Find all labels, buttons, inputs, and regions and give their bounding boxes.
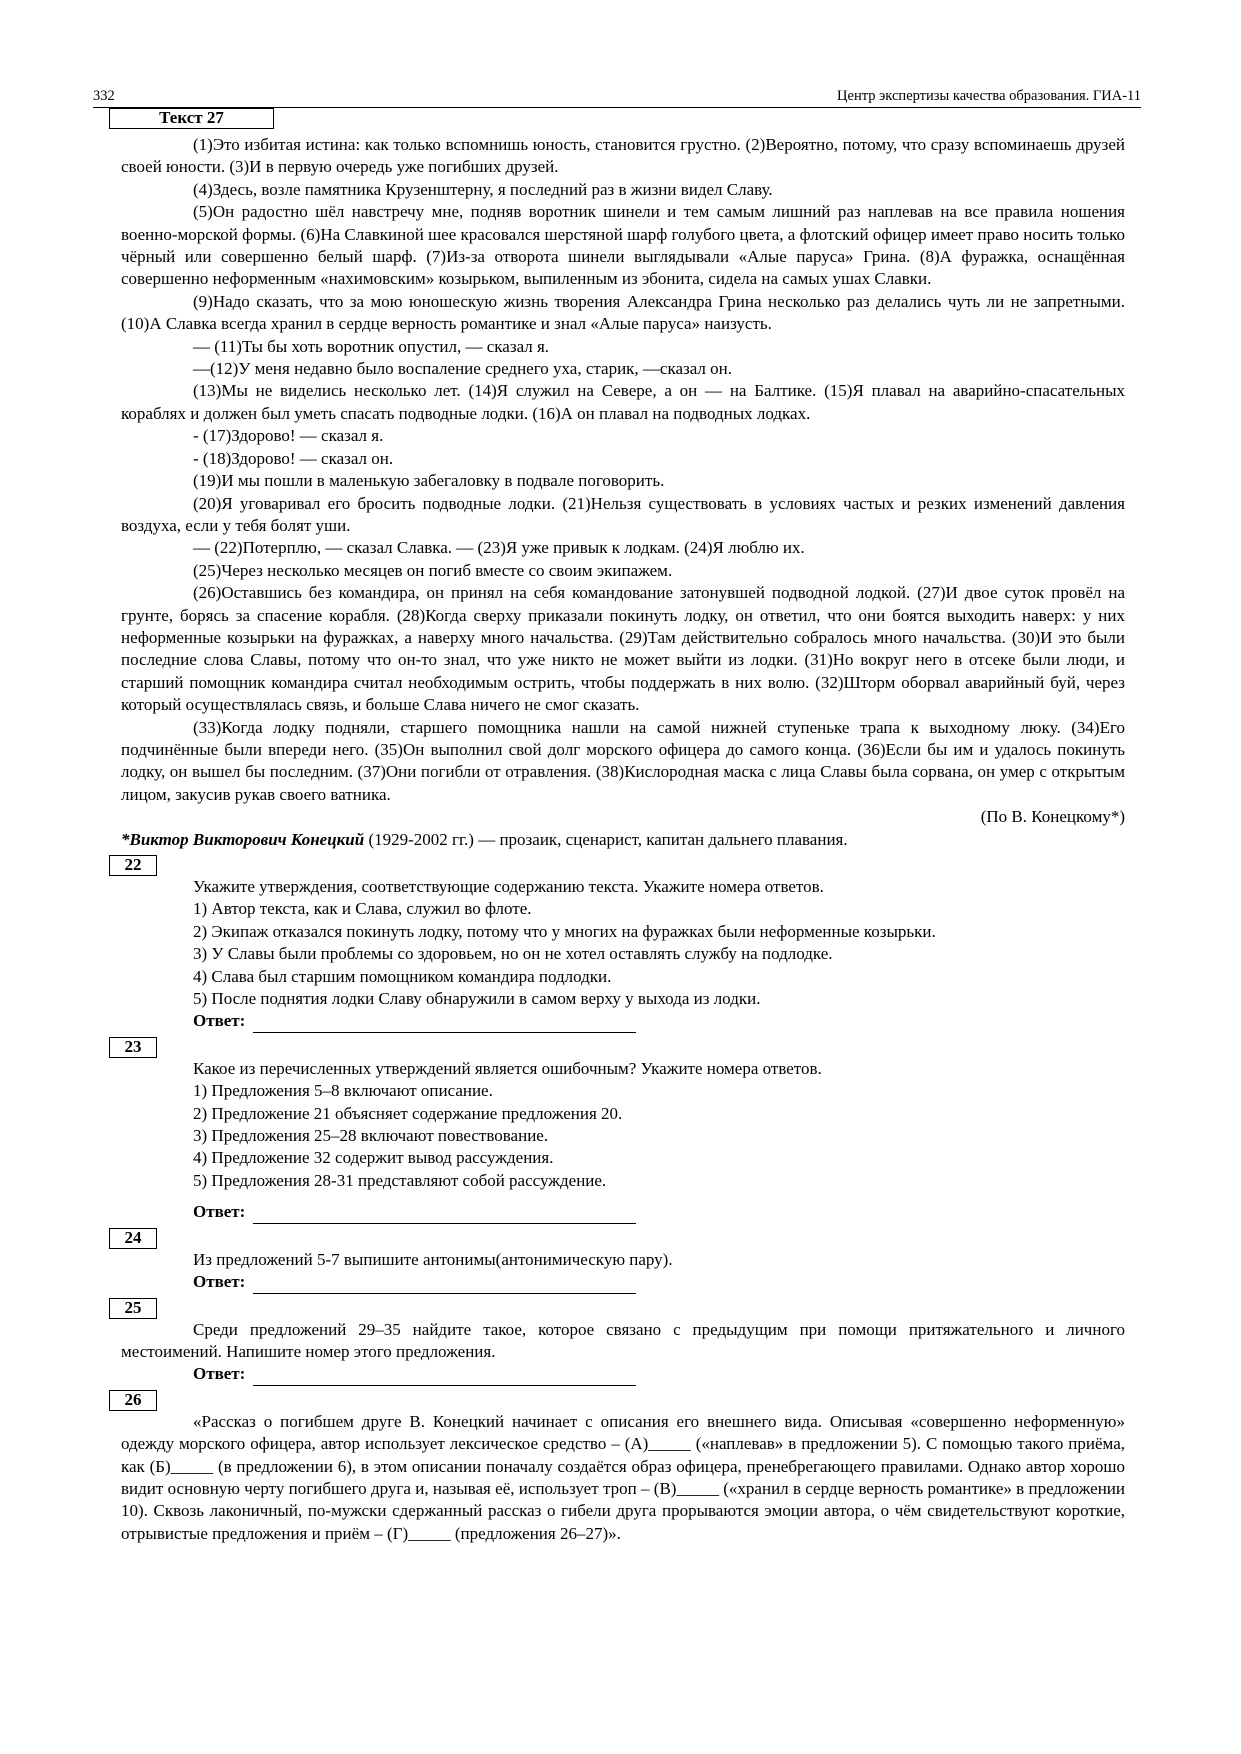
answer-row (121, 1010, 1125, 1032)
footnote-author-name: *Виктор Викторович Конецкий (121, 829, 365, 849)
footnote-text: (1929-2002 гг.) — прозаик, сценарист, капитан дальнего плавания. (364, 829, 848, 849)
task-number: 24 (124, 1227, 142, 1247)
reading-passage (121, 134, 1125, 851)
task-option: 1) Автор текста, как и Слава, служил во флоте. (193, 899, 532, 919)
task-23 (121, 1037, 1125, 1224)
task-option: 4) Слава был старшим помощником командира подлодки. (193, 966, 612, 986)
task-prompt: «Рассказ о погибшем друге В. Конецкий начинает с описания его внешнего вида. Описывая «совершенно неформенную» одежду морского офицера, автор использует лексическое средство – (А)_____ («наплевав» в предложении 5). С помощью такого приёма, как (Б)_____ (в предложении 6), в этом описании поначалу создаётся образ офицера, пренебрегающего правилами. Однако автор хорошо видит основную черту погибшего друга и, называя её, использует троп – (В)_____ («хранил в сердце верность романтике» в предложении 10). Сквозь лаконичный, по-мужски сдержанный рассказ о гибели друга прорываются эмоции автора, о чём свидетельствуют короткие, отрывистые предложения и приём – (Г)_____ (предложения 26–27)». (121, 1411, 1125, 1543)
text-title: Текст 27 (159, 108, 224, 127)
task-number: 22 (124, 855, 142, 874)
paragraph: —(12)У меня недавно было воспаление среднего уха, старик, —сказал он. (193, 359, 733, 379)
answer-line[interactable] (253, 1276, 636, 1294)
paragraph: (26)Оставшись без командира, он принял на себя командование затонувшей подводной лодкой. (27)И двое суток провёл на грунте, борясь за спасение корабля. (28)Когда сверху приказали покинуть лодку, он ответил, что они боятся выходить наверх: у них неформенные козырьки на фуражках, а наверху много начальства. (29)Там действительно собралось много начальства. (30)И это были последние слова Славы, потому что он-то знал, что уже никто не может выйти из лодки. (31)Но вокруг него в отсеке были люди, и старший помощник командира считал необходимым острить, чтобы поддержать в них волю. (32)Шторм оборвал аварийный буй, через который осуществлялась связь, и больше Слава ничего не смог сказать. (121, 583, 1125, 715)
answer-label: Ответ: (193, 1272, 246, 1292)
task-option: 3) Предложения 25–28 включают повествование. (193, 1126, 549, 1146)
task-option: 4) Предложение 32 содержит вывод рассуждения. (193, 1148, 554, 1168)
task-prompt: Из предложений 5-7 выпишите антонимы(антонимическую пару). (193, 1249, 673, 1269)
answer-line[interactable] (253, 1368, 636, 1386)
paragraph: (20)Я уговаривал его бросить подводные лодки. (21)Нельзя существовать в условиях частых и резких изменений давления воздуха, если у тебя болят уши. (121, 493, 1125, 535)
task-prompt: Укажите утверждения, соответствующие содержанию текста. Укажите номера ответов. (193, 877, 824, 896)
task-22 (121, 855, 1125, 1033)
task-number: 25 (124, 1297, 142, 1317)
answer-label: Ответ: (193, 1364, 246, 1384)
paragraph: (19)И мы пошли в маленькую забегаловку в подвале поговорить. (193, 471, 665, 491)
header-organization: Центр экспертизы качества образования. ГИА-11 (837, 88, 1141, 104)
paragraph: (13)Мы не виделись несколько лет. (14)Я служил на Севере, а он — на Балтике. (15)Я плавал на аварийно-спасательных кораблях и должен был уметь спасать подводные лодки. (16)А он плавал на подводных лодках. (121, 381, 1125, 423)
task-prompt: Среди предложений 29–35 найдите такое, которое связано с предыдущим при помощи притяжательного и личного местоимений. Напишите номер этого предложения. (121, 1319, 1125, 1361)
paragraph: (9)Надо сказать, что за мою юношескую жизнь творения Александра Грина несколько раз делались чуть ли не запретными. (10)А Славка всегда хранил в сердце верность романтике и знал «Алые паруса» наизусть. (121, 291, 1125, 334)
answer-row (121, 1363, 1125, 1385)
paragraph: (25)Через несколько месяцев он погиб вместе со своим экипажем. (193, 560, 673, 580)
paragraph: - (17)Здорово! — сказал я. (193, 426, 384, 446)
answer-line[interactable] (253, 1206, 636, 1224)
answer-row (121, 1271, 1125, 1293)
paragraph: (33)Когда лодку подняли, старшего помощника нашли на самой нижней ступеньке трапа к выходному люку. (34)Его подчинённые были впереди него. (35)Он выполнил свой долг морского офицера до самого конца. (36)Если бы им и удалось покинуть лодку, он вышел бы последним. (37)Они погибли от отравления. (38)Кислородная маска с лица Славы была сорвана, он умер с открытым лицом, закусив рукав своего ватника. (121, 717, 1125, 804)
author-footnote (121, 829, 1125, 851)
paragraph: (4)Здесь, возле памятника Крузенштерну, я последний раз в жизни видел Славу. (193, 179, 773, 199)
task-number: 23 (124, 1036, 142, 1056)
paragraph: — (11)Ты бы хоть воротник опустил, — сказал я. (193, 336, 550, 356)
answer-label: Ответ: (193, 1011, 246, 1031)
paragraph: (5)Он радостно шёл навстречу мне, подняв воротник шинели и тем самым лишний раз наплевав на все правила ношения военно-морской формы. (6)На Славкиной шее красовался шерстяной шарф голубого цвета, а флотский офицер имеет право носить только чёрный или совершенно белый шарф. (7)Из-за отворота шинели выглядывали «Алые паруса» Грина. (8)А фуражка, оснащённая совершенно неформенным «нахимовским» козырьком, выпиленным из эбонита, сидела на самых ушах Славки. (121, 202, 1125, 289)
paragraph: - (18)Здорово! — сказал он. (193, 448, 394, 468)
task-option: 3) У Славы были проблемы со здоровьем, но он не хотел оставлять службу на подлодке. (193, 944, 833, 964)
text-title-box (109, 108, 274, 129)
task-number: 26 (124, 1389, 142, 1409)
page-header (93, 88, 1141, 108)
answer-row (121, 1201, 1125, 1223)
task-number-box (109, 1390, 157, 1411)
task-25 (121, 1298, 1125, 1386)
paragraph: (1)Это избитая истина: как только вспомнишь юность, становится грустно. (2)Вероятно, потому, что сразу вспоминаешь друзей своей юности. (3)И в первую очередь уже погибших друзей. (121, 135, 1125, 177)
page-number: 332 (93, 88, 115, 104)
task-26 (121, 1390, 1125, 1545)
task-option: 5) Предложения 28-31 представляют собой рассуждение. (193, 1170, 607, 1190)
paragraph: — (22)Потерплю, — сказал Славка. — (23)Я уже привык к лодкам. (24)Я люблю их. (193, 538, 805, 558)
task-number-box (109, 1037, 157, 1058)
task-prompt: Какое из перечисленных утверждений является ошибочным? Укажите номера ответов. (193, 1058, 822, 1078)
task-option: 5) После поднятия лодки Славу обнаружили в самом верху у выхода из лодки. (193, 989, 761, 1009)
task-number-box (109, 1298, 157, 1319)
task-24 (121, 1228, 1125, 1294)
attribution: (По В. Конецкому*) (980, 807, 1125, 827)
task-number-box (109, 1228, 157, 1249)
answer-line[interactable] (253, 1015, 636, 1033)
answer-label: Ответ: (193, 1202, 246, 1222)
task-option: 2) Экипаж отказался покинуть лодку, потому что у многих на фуражках были неформенные козырьки. (193, 921, 936, 941)
task-number-box (109, 855, 157, 876)
task-option: 1) Предложения 5–8 включают описание. (193, 1081, 493, 1101)
document-body (121, 134, 1125, 1545)
task-option: 2) Предложение 21 объясняет содержание предложения 20. (193, 1103, 623, 1123)
